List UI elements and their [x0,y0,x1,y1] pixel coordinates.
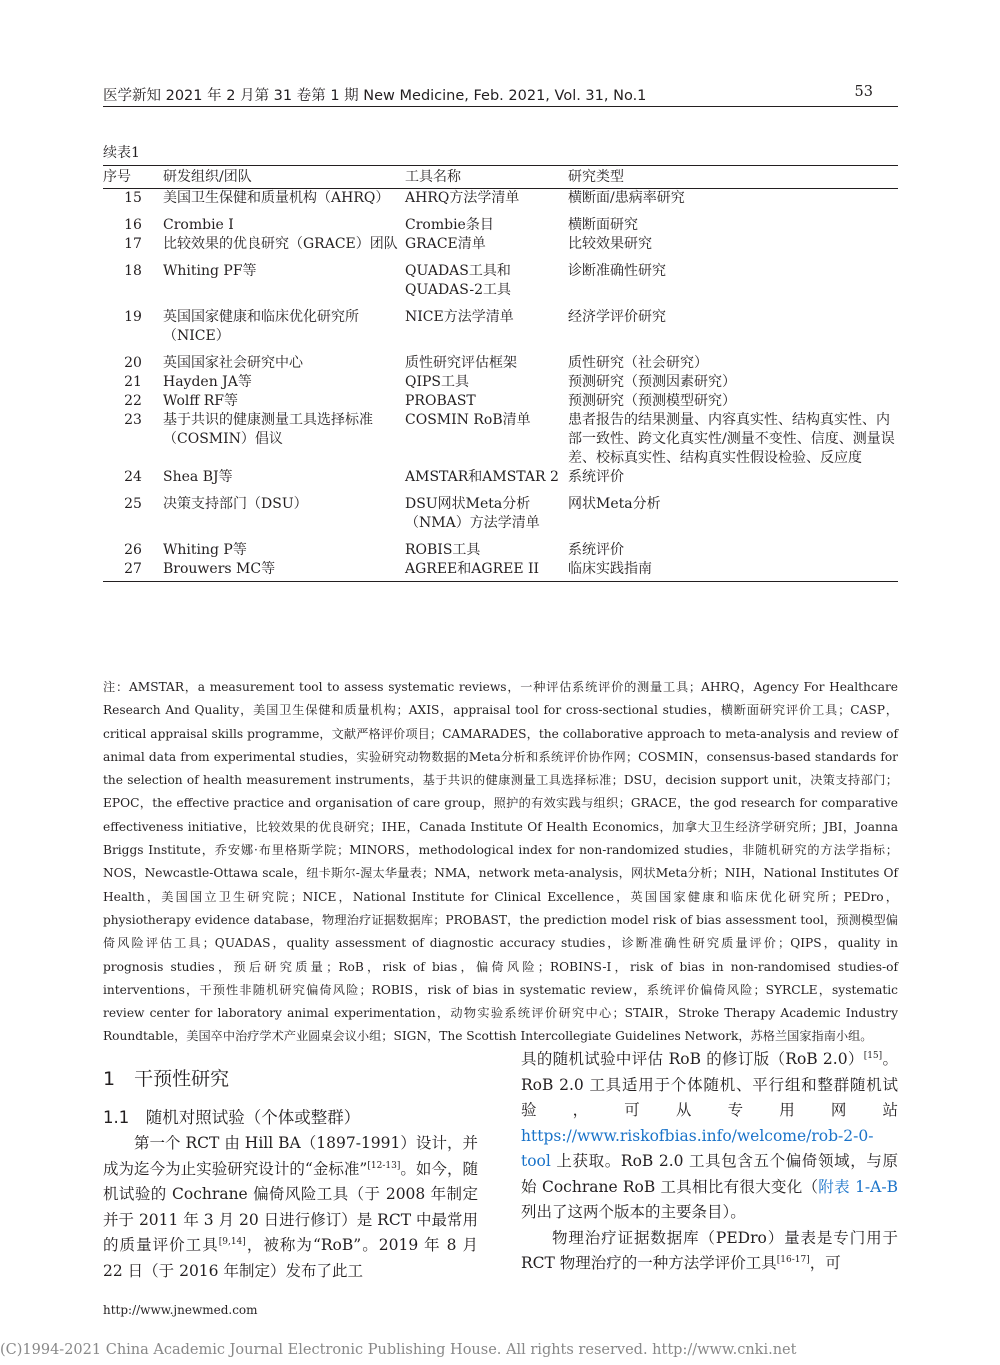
cell-tool: 质性研究评估框架 [405,355,517,371]
col-header-no: 序号 [103,166,163,189]
cell-no: 25 [124,496,142,512]
cell-type: 诊断准确性研究 [568,263,666,279]
cell-org: Shea BJ等 [163,469,233,485]
cell-type: 系统评价 [568,469,624,485]
cell-tool: AMSTAR和AMSTAR 2 [405,469,559,485]
page-number: 53 [854,84,873,100]
rob2-link[interactable]: https://www.riskofbias.info/welcome/rob-2-0-tool [521,1126,874,1170]
cell-tool: Crombie条目 [405,217,494,233]
cell-type: 比较效果研究 [568,236,652,252]
cell-org: 美国卫生保健和质量机构（AHRQ） [163,190,390,206]
cell-type: 患者报告的结果测量、内容真实性、结构真实性、内部一致性、跨文化真实性/测量不变性、信度、测量误差、校标真实性、结构真实性假设检验、反应度 [568,412,895,466]
paragraph: 具的随机试验中评估 RoB 的修订版（RoB 2.0）[15]。RoB 2.0 工具适用于个体随机、平行组和整群随机试验，可从专用网站 https://www.riskofbias.info/welcome/rob-2-0-tool 上获取。RoB 2.0 工具包含五个偏倚领域，与原始 Cochrane RoB 工具相比有很大变化（附表 1-A-B 列出了这两个版本的主要条目）。 [521,1050,898,1221]
copyright-watermark: (C)1994-2021 China Academic Journal Electronic Publishing House. All rights reserved. http://www.cnki.net [0,1342,797,1358]
cell-type: 系统评价 [568,542,624,558]
right-column [521,1047,898,1277]
citation[interactable]: [16-17] [776,1254,810,1265]
section-heading: 1 干预性研究 [103,1068,230,1090]
table-note: 注：AMSTAR，a measurement tool to assess systematic reviews，一种评估系统评价的测量工具；AHRQ，Agency For Healthcare Research And Quality，美国卫生保健和质量机构；AXIS，appraisal tool for cross-sectional studies，横断面研究评价工具；CASP，critical appraisal skills programme，文献严格评价项目；CAMARADES，the collaborative approach to meta-analysis and review of animal data from experimental studies，实验研究动物数据的Meta分析和系统评价协作网；COSMIN，consensus-based standards for the selection of health measurement instruments，基于共识的健康测量工具选择标准；DSU，decision support unit，决策支持部门；EPOC，the effective practice and organisation of care group，照护的有效实践与组织；GRACE，the god research for comparative effectiveness initiative，比较效果的优良研究；IHE，Canada Institute Of Health Economics，加拿大卫生经济学研究所；JBI，Joanna Briggs Institute，乔安娜·布里格斯学院；MINORS，methodological index for non-randomized studies，非随机研究的方法学指标；NOS，Newcastle-Ottawa scale，纽卡斯尔-渥太华量表；NMA，network meta-analysis，网状Meta分析；NIH，National Institutes Of Health，美国国立卫生研究院；NICE，National Institute for Clinical Excellence，英国国家健康和临床优化研究所；PEDro，physiotherapy evidence database，物理治疗证据数据库；PROBAST，the prediction model risk of bias assessment tool，预测模型偏倚风险评估工具；QUADAS，quality assessment of diagnostic accuracy studies，诊断准确性研究质量评价；QIPS，quality in prognosis studies，预后研究质量；RoB，risk of bias，偏倚风险；ROBINS-I，risk of bias in non-randomised studies-of interventions，干预性非随机研究偏倚风险；ROBIS，risk of bias in systematic review，系统评价偏倚风险；SYRCLE，systematic review center for laboratory animal experimentation，动物实验系统评价研究中心；STAIR，Stroke Therapy Academic Industry Roundtable，美国卒中治疗学术产业圆桌会议小组；SIGN，The Scottish Intercollegiate Guidelines Network，苏格兰国家指南小组。 [103,680,898,1044]
table-row [103,235,898,262]
cell-type: 横断面研究 [568,217,638,233]
table-row [103,216,898,235]
cell-no: 24 [124,469,142,485]
table-row [103,373,898,392]
journal-info: 医学新知 2021 年 2 月第 31 卷第 1 期 New Medicine, Feb. 2021, Vol. 31, No.1 [103,88,647,104]
cell-org: Whiting P等 [163,542,247,558]
left-column [103,1131,478,1284]
cell-no: 22 [124,393,142,409]
paragraph: 第一个 RCT 由 Hill BA（1897-1991）设计，并成为迄今为止实验研究设计的“金标准”[12-13]。如今，随机试验的 Cochrane 偏倚风险工具（于 2008 年制定并于 2011 年 3 月 20 日进行修订）是 RCT 中最常用的质量评价工具[9,14]，被称为“RoB”。2019 年 8 月 22 日（于 2016 年制定）发布了此工 [103,1134,478,1280]
cell-tool: ROBIS工具 [405,542,481,558]
cell-tool: COSMIN RoB清单 [405,412,531,428]
cell-org: Hayden JA等 [163,374,252,390]
cell-tool: PROBAST [405,393,476,409]
cell-no: 16 [124,217,142,233]
cell-org: Brouwers MC等 [163,560,405,582]
table-row [103,189,898,217]
table-continued-label: 续表1 [103,145,140,161]
col-header-org: 研发组织/团队 [163,166,405,189]
table-row [103,468,898,495]
table-header-row [103,166,898,189]
cell-type: 预测研究（预测模型研究） [568,393,736,409]
cell-type: 经济学评价研究 [568,309,666,325]
col-header-tool: 工具名称 [405,166,568,189]
cell-no: 21 [124,374,142,390]
cell-tool: GRACE清单 [405,236,486,252]
cell-type: 网状Meta分析 [568,496,661,512]
cell-org: 基于共识的健康测量工具选择标准（COSMIN）倡议 [163,412,373,447]
table-row [103,262,898,308]
col-header-type: 研究类型 [568,166,898,189]
citation[interactable]: [9,14] [218,1236,246,1247]
table-row [103,308,898,354]
cell-type: 横断面/患病率研究 [568,190,685,206]
cell-no: 23 [124,412,142,428]
table-row [103,354,898,373]
table-row [103,411,898,468]
paragraph: 物理治疗证据数据库（PEDro）量表是专门用于 RCT 物理治疗的一种方法学评价工具[16-17]，可 [521,1228,898,1272]
cell-tool: QIPS工具 [405,374,470,390]
cell-no: 26 [124,542,142,558]
cell-org: 决策支持部门（DSU） [163,496,308,512]
citation[interactable]: [12-13] [367,1160,401,1171]
cell-tool: AHRQ方法学清单 [405,190,520,206]
table-row [103,392,898,411]
cell-no: 20 [124,355,142,371]
cell-no: 19 [124,309,142,325]
tools-table [103,165,898,582]
cell-tool: QUADAS工具和QUADAS-2工具 [405,263,512,298]
table-row [103,541,898,560]
cell-no: 17 [124,236,142,252]
appendix-link[interactable]: 附表 1-A-B [818,1177,898,1196]
cell-org: 英国国家健康和临床优化研究所（NICE） [163,309,359,344]
cell-tool: DSU网状Meta分析（NMA）方法学清单 [405,496,540,531]
cell-org: Whiting PF等 [163,263,257,279]
running-header [103,84,873,105]
cell-org: 英国国家社会研究中心 [163,355,303,371]
header-rule [103,106,898,107]
cell-tool: NICE方法学清单 [405,309,514,325]
cell-type: 质性研究（社会研究） [568,355,708,371]
journal-url[interactable]: http://www.jnewmed.com [103,1303,258,1317]
cell-no: 27 [103,560,163,582]
citation[interactable]: [15] [863,1050,883,1061]
cell-tool: AGREE和AGREE II [405,560,568,582]
subsection-heading: 1.1 随机对照试验（个体或整群） [103,1108,361,1127]
cell-org: 比较效果的优良研究（GRACE）团队 [163,236,398,252]
cell-no: 15 [124,190,142,206]
cell-type: 临床实践指南 [568,560,898,582]
table-row [103,560,898,582]
table-row [103,495,898,541]
cell-org: Wolff RF等 [163,393,238,409]
cell-no: 18 [124,263,142,279]
cell-type: 预测研究（预测因素研究） [568,374,736,390]
cell-org: Crombie I [163,217,234,233]
